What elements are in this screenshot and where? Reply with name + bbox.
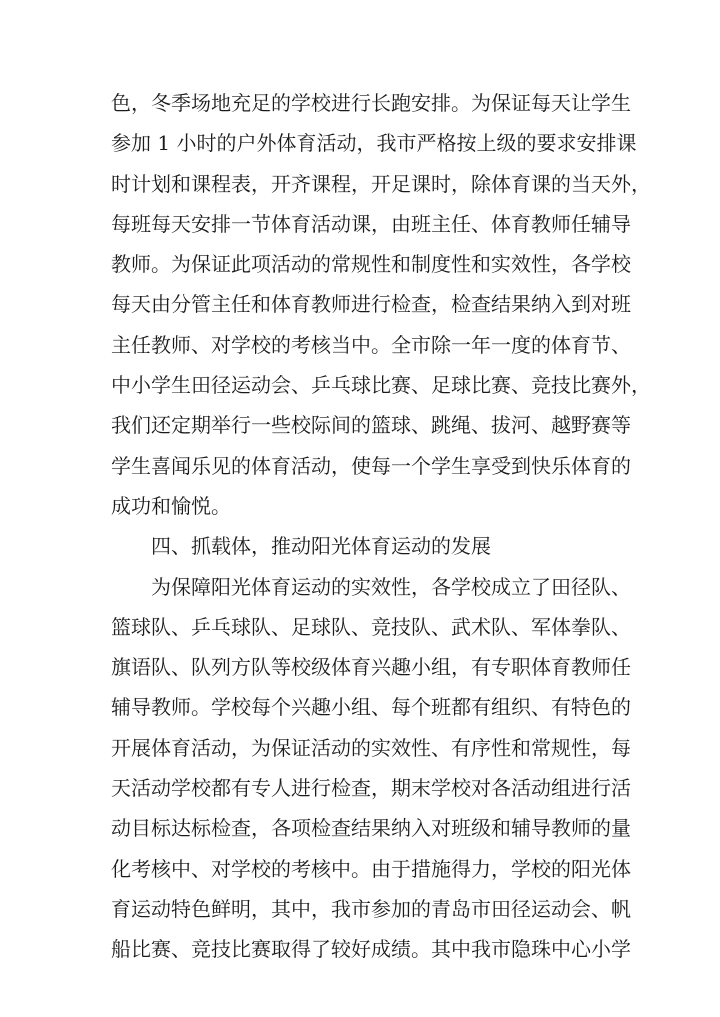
section-heading: 四、抓载体，推动阳光体育运动的发展 [151,534,491,559]
text-line: 参加 1 小时的户外体育活动，我市严格按上级的要求安排课 [111,131,637,156]
text-line: 时计划和课程表，开齐课程，开足课时，除体育课的当天外， [111,171,651,196]
text-line: 开展体育活动，为保证活动的实效性、有序性和常规性，每 [111,735,631,760]
text-line: 辅导教师。学校每个兴趣小组、每个班都有组织、有特色的 [111,695,631,720]
text-line: 每班每天安排一节体育活动课，由班主任、体育教师任辅导 [111,211,631,236]
text-line: 天活动学校都有专人进行检查，期末学校对各活动组进行活 [111,776,631,801]
text-line: 动目标达标检查，各项检查结果纳入对班级和辅导教师的量 [111,816,631,841]
text-line: 主任教师、对学校的考核当中。全市除一年一度的体育节、 [111,332,631,357]
text-line: 篮球队、乒乓球队、足球队、竞技队、武术队、军体拳队、 [111,614,631,639]
text-line: 化考核中、对学校的考核中。由于措施得力，学校的阳光体 [111,856,631,881]
text-line: 成功和愉悦。 [111,493,231,518]
text-line: 旗语队、队列方队等校级体育兴趣小组，有专职体育教师任 [111,655,631,680]
text-line: 中小学生田径运动会、乒乓球比赛、足球比赛、竞技比赛外， [111,373,651,398]
text-line: 学生喜闻乐见的体育活动，使每一个学生享受到快乐体育的 [111,453,631,478]
body-text [111,83,651,970]
text-line: 育运动特色鲜明，其中，我市参加的青岛市田径运动会、帆 [111,896,631,921]
text-line: 为保障阳光体育运动的实效性，各学校成立了田径队、 [151,574,631,599]
text-line: 我们还定期举行一些校际间的篮球、跳绳、拔河、越野赛等 [111,413,631,438]
text-line: 色，冬季场地充足的学校进行长跑安排。为保证每天让学生 [111,91,631,115]
text-line: 每天由分管主任和体育教师进行检查，检查结果纳入到对班 [111,292,631,317]
text-line: 船比赛、竞技比赛取得了较好成绩。其中我市隐珠中心小学 [111,937,631,962]
text-line: 教师。为保证此项活动的常规性和制度性和实效性，各学校 [111,252,631,277]
